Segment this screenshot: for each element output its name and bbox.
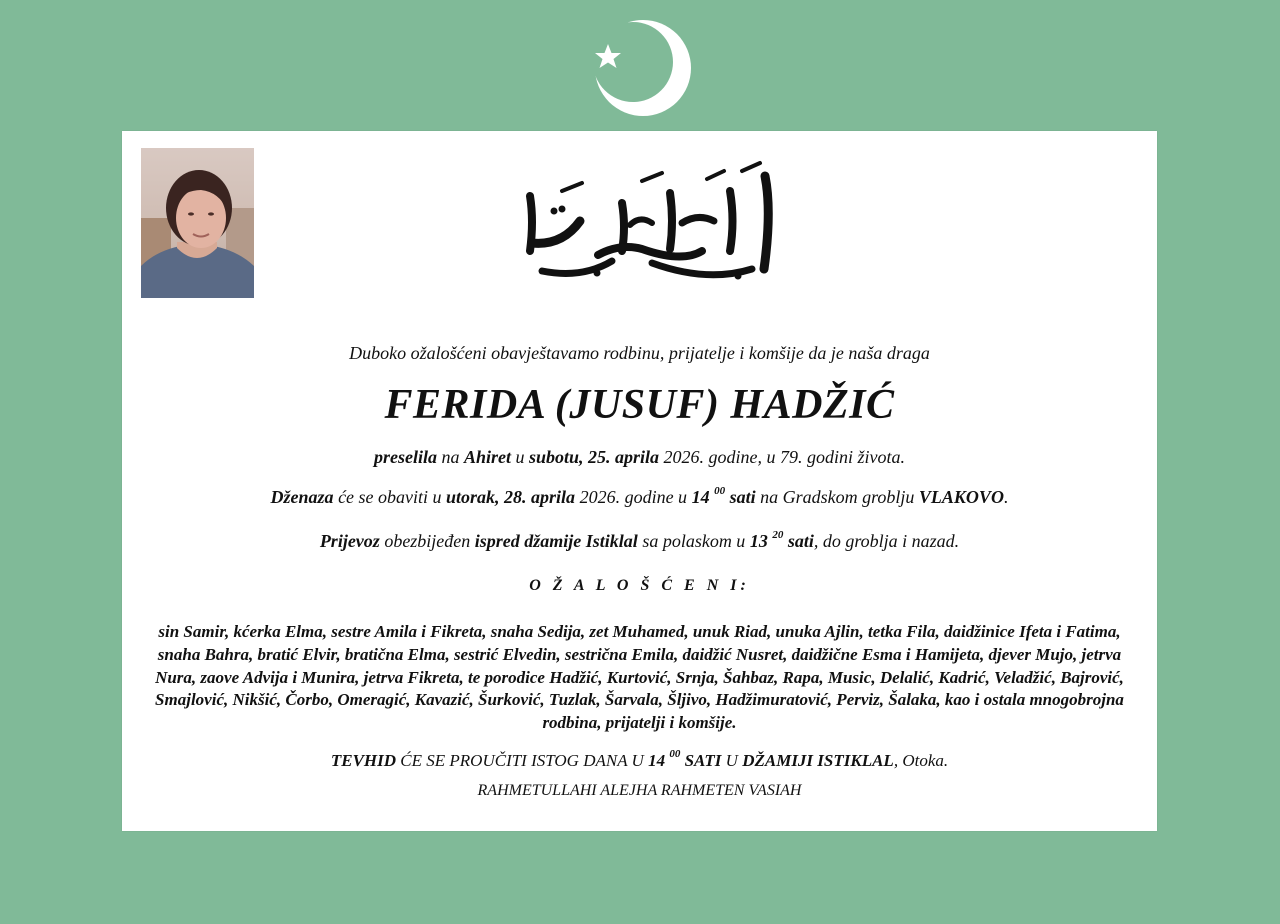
arabic-calligraphy-irtihal-dar-baqa xyxy=(502,151,802,291)
tevhid-line: TEVHID ĆE SE PROUČITI ISTOG DANA U 14 $^{00}$ SATI U DŽAMIJI ISTIKLAL, Otoka. xyxy=(330,748,949,770)
passing-line: preselila na Ahiret u subotu, 25. aprila 2026. godine, u 79. godini života. xyxy=(373,447,906,467)
closing-prayer: RAHMETULLAHI ALEJHA RAHMETEN VASIAH xyxy=(477,782,802,799)
mourners-title: O Ž A L O Š Ć E N I: xyxy=(529,577,750,594)
transport-line: Prijevoz obezbijeđen ispred džamije Istiklal sa polaskom u 13 $^{20}$ sati, do groblja i nazad. xyxy=(319,529,960,551)
deceased-name: FERIDA (JUSUF) HADŽIĆ xyxy=(384,382,895,428)
obituary-card xyxy=(122,131,1157,831)
funeral-line: Dženaza će se obaviti u utorak, 28. aprila 2026. godine u 14 $^{00}$ sati na Gradskom groblju VLAKOVO. xyxy=(270,485,1009,507)
portrait-photo xyxy=(141,148,254,298)
intro-text: Duboko ožalošćeni obavještavamo rodbinu, prijatelje i komšije da je naša draga xyxy=(349,343,930,363)
mourners-list: sin Samir, kćerka Elma, sestre Amila i Fikreta, snaha Sedija, zet Muhamed, unuk Riad, unuka Ajlin, tetka Fila, daidžinice Ifeta i Fatima, snaha Bahra, bratić Elvir, bratična Elma, sestrić Elvedin, sestrična Emila, daidžić Nusret, daidžične Esma i Hamijeta, djever Mujo, jetrva Nura, zaove Advija i Munira, jetrva Fikreta, te porodice Hadžić, Kurtović, Srnja, Šahbaz, Rapa, Music, Delalić, Kadrić, Veladžić, Bajrović, Smajlović, Nikšić, Čorbo, Omeragić, Kavazić, Šurković, Tuzlak, Šarvala, Šljivo, Hadžimuratović, Perviz, Šalaka, kao i ostala mnogobrojna rodbina, prijatelji i komšije. xyxy=(155,622,1124,733)
crescent-star-icon xyxy=(588,16,694,120)
